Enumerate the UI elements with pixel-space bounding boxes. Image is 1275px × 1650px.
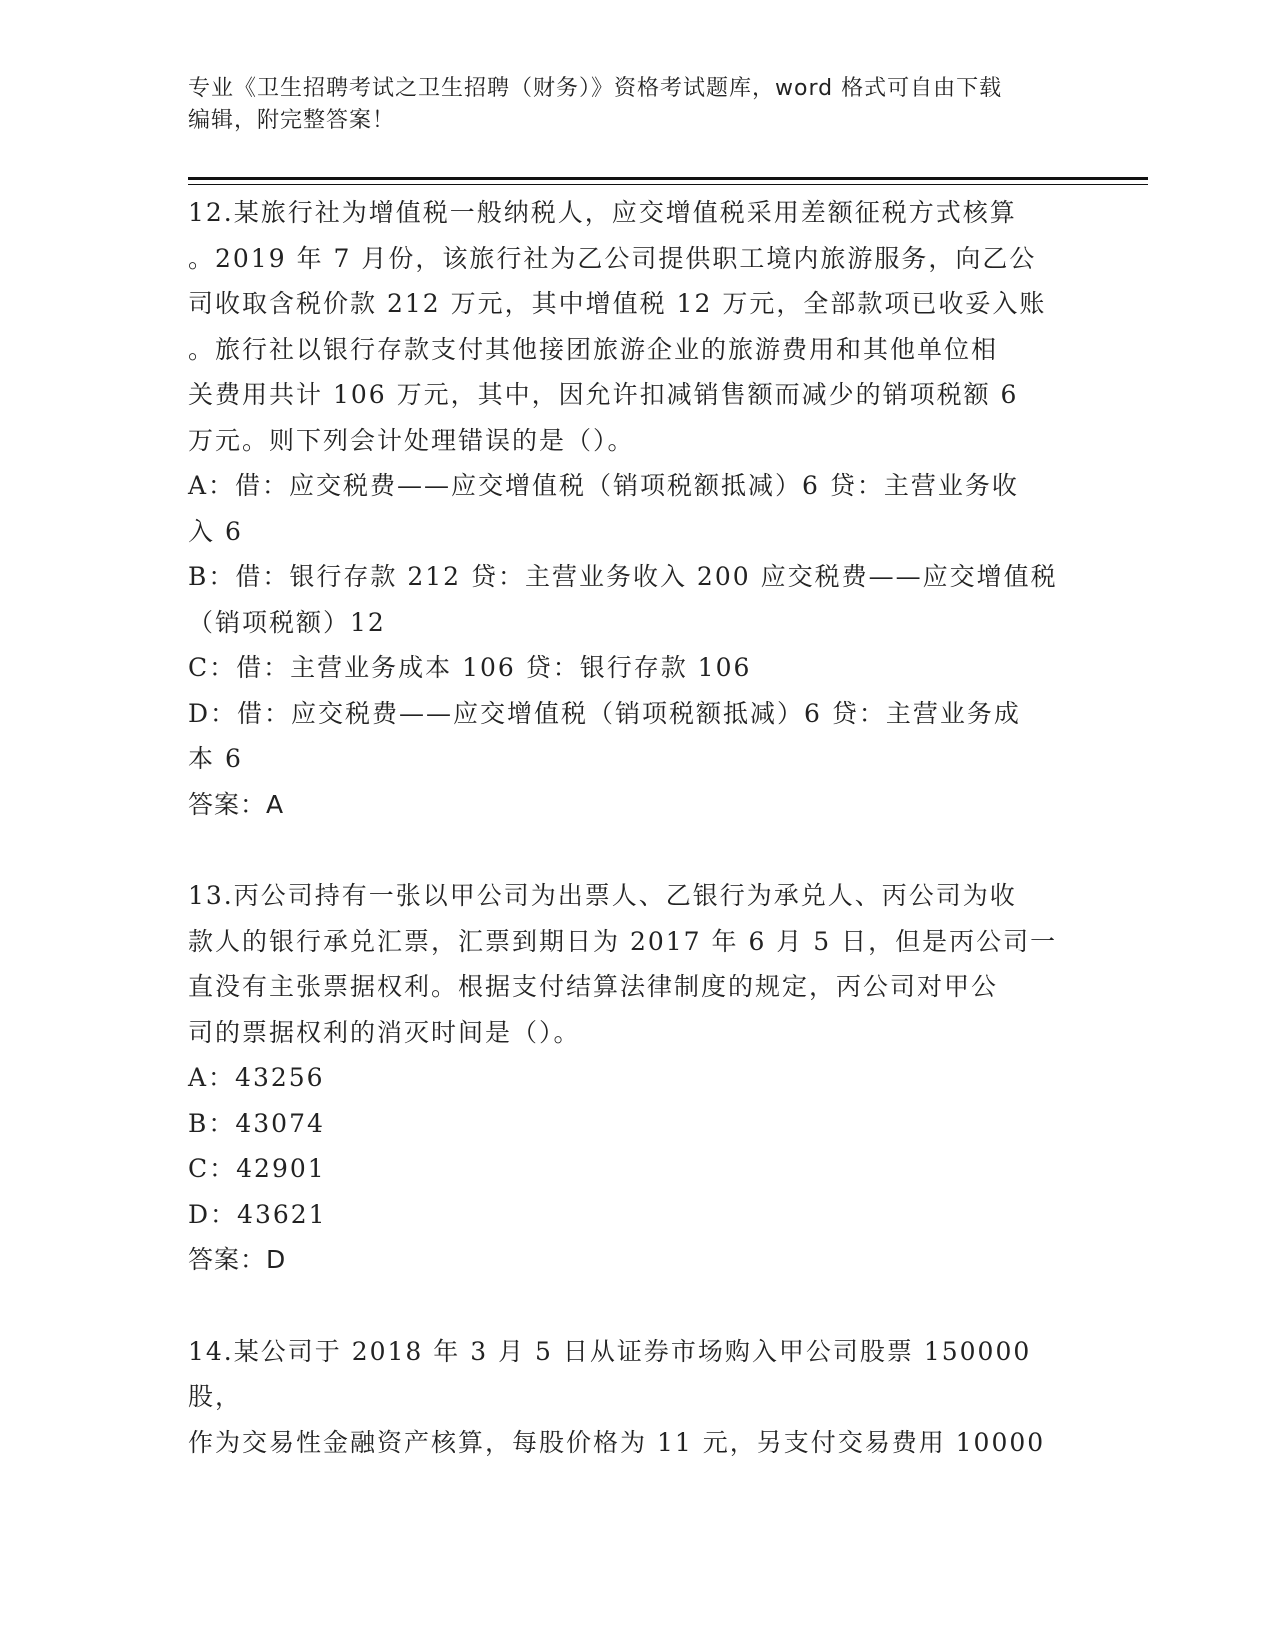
header-divider-thick (188, 177, 1148, 180)
question-stem-line: 万元。则下列会计处理错误的是（）。 (188, 425, 635, 455)
question-stem-line: 款人的银行承兑汇票，汇票到期日为 2017 年 6 月 5 日，但是丙公司一 (188, 926, 1058, 956)
option-a-line: A：43256 (188, 1063, 325, 1092)
option-d-line: D：借：应交税费——应交增值税（销项税额抵减）6 贷：主营业务成 (188, 698, 1021, 728)
question-13 (188, 873, 1068, 1283)
option-c-line: C：42901 (188, 1154, 326, 1183)
answer-line: 答案：D (188, 1245, 287, 1274)
question-14 (188, 1329, 1068, 1466)
question-spacer (188, 827, 1068, 873)
question-list (188, 190, 1068, 1465)
question-stem-line: 13.丙公司持有一张以甲公司为出票人、乙银行为承兑人、丙公司为收 (188, 881, 1017, 910)
header-line-2: 编辑，附完整答案！ (188, 108, 396, 133)
question-stem-line: 作为交易性金融资产核算，每股价格为 11 元，另支付交易费用 10000 (188, 1427, 1046, 1457)
option-d-line: 本 6 (188, 744, 243, 773)
header-line-1: 专业《卫生招聘考试之卫生招聘（财务）》资格考试题库，word 格式可自由下载 (188, 76, 1003, 101)
question-stem-line: 司的票据权利的消灭时间是（）。 (188, 1017, 581, 1047)
question-stem-line: 。2019 年 7 月份，该旅行社为乙公司提供职工境内旅游服务，向乙公 (188, 243, 1037, 273)
option-c-line: C：借：主营业务成本 106 贷：银行存款 106 (188, 653, 752, 682)
question-stem-line: 司收取含税价款 212 万元，其中增值税 12 万元，全部款项已收妥入账 (188, 289, 1047, 318)
question-stem-line: 。旅行社以银行存款支付其他接团旅游企业的旅游费用和其他单位相 (188, 334, 999, 364)
question-stem-line: 直没有主张票据权利。根据支付结算法律制度的规定，丙公司对甲公 (188, 972, 999, 1001)
question-spacer (188, 1283, 1068, 1329)
question-stem-line: 12.某旅行社为增值税一般纳税人，应交增值税采用差额征税方式核算 (188, 198, 1017, 227)
option-d-line: D：43621 (188, 1199, 327, 1229)
header-divider-thin (188, 184, 1148, 185)
option-b-line: B：借：银行存款 212 贷：主营业务收入 200 应交税费——应交增值税 (188, 562, 1058, 591)
document-header (188, 73, 1088, 137)
answer-line: 答案：A (188, 789, 285, 819)
option-b-line: （销项税额）12 (188, 607, 386, 637)
question-stem-line: 14.某公司于 2018 年 3 月 5 日从证券市场购入甲公司股票 150000 股， (188, 1336, 1032, 1411)
option-a-line: 入 6 (188, 516, 243, 546)
option-b-line: B：43074 (188, 1108, 325, 1138)
option-a-line: A：借：应交税费——应交增值税（销项税额抵减）6 贷：主营业务收 (188, 471, 1019, 500)
question-stem-line: 关费用共计 106 万元，其中，因允许扣减销售额而减少的销项税额 6 (188, 380, 1019, 409)
question-12 (188, 190, 1068, 827)
